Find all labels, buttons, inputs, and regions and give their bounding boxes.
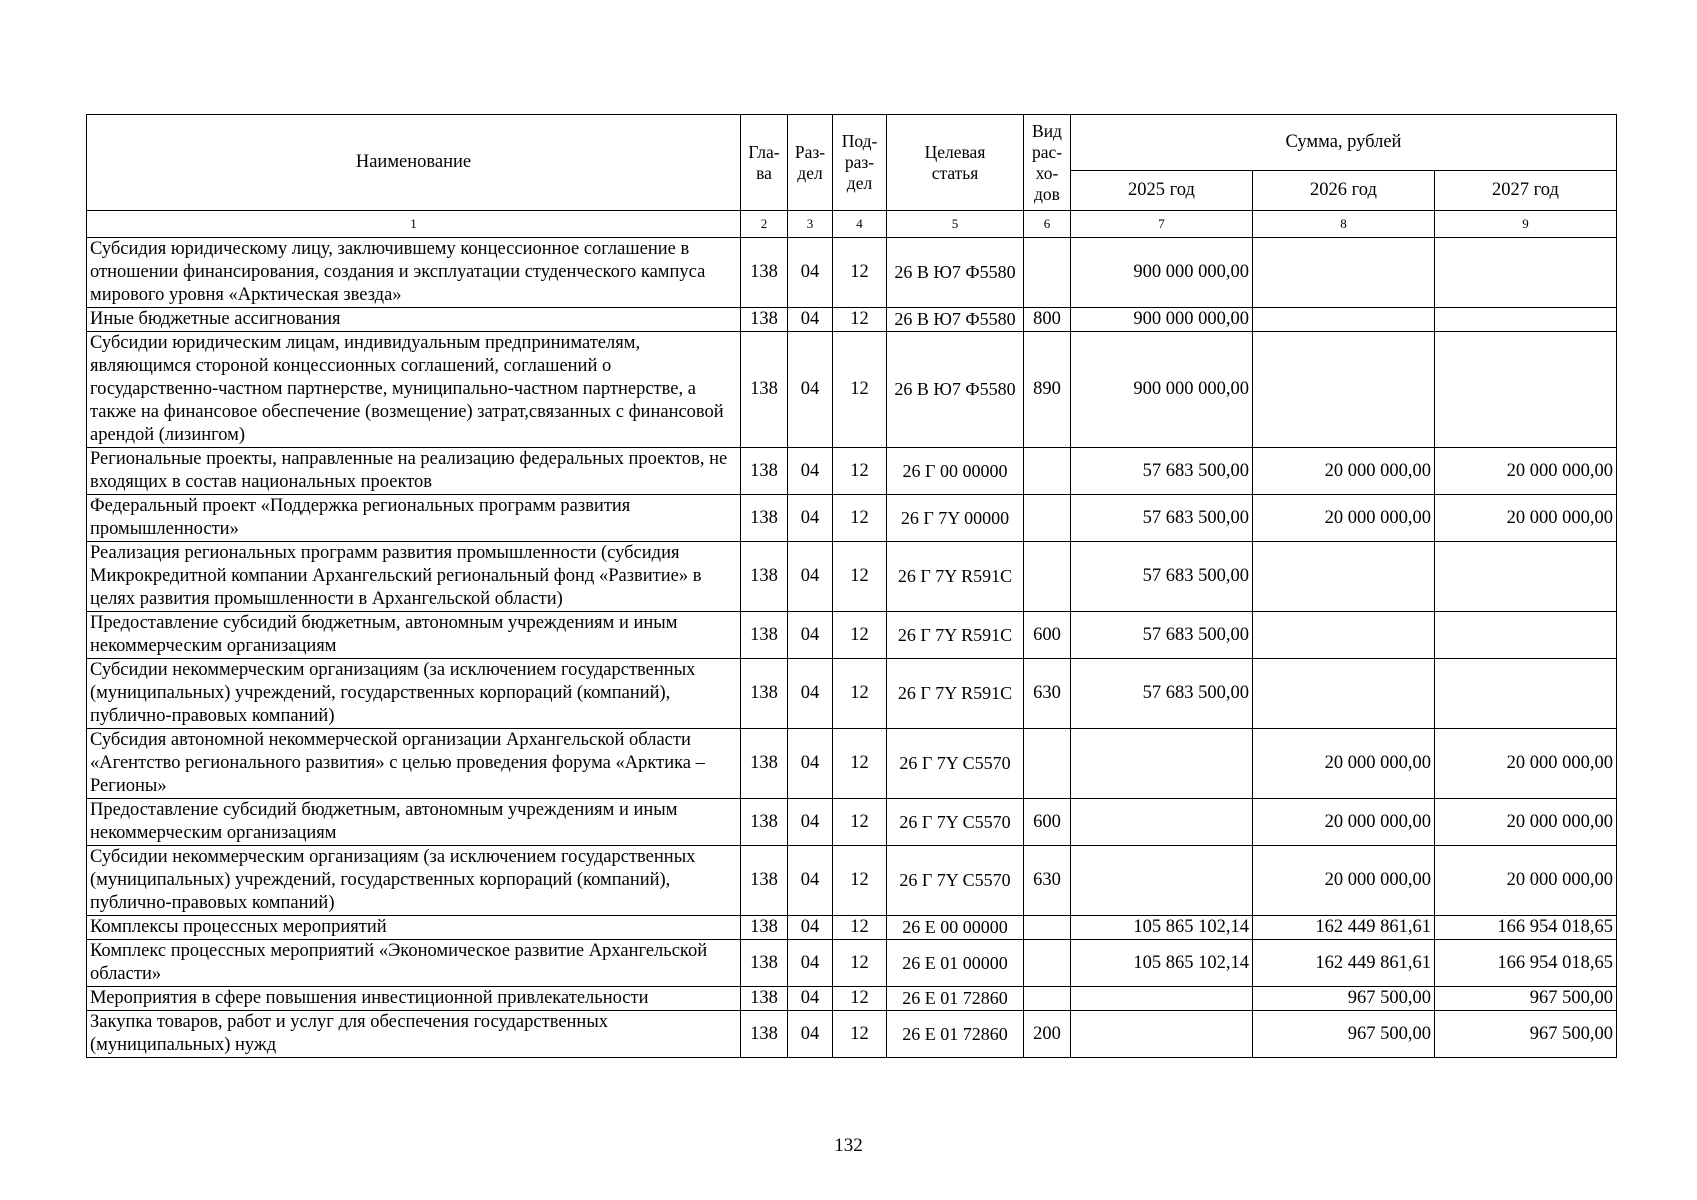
row-glava: 138 [741,332,788,448]
row-glava: 138 [741,308,788,332]
table-row [87,542,1617,612]
row-amount-2026: 967 500,00 [1253,1011,1435,1058]
row-amount-2027: 967 500,00 [1435,1011,1617,1058]
row-vid [1024,448,1071,495]
row-target: 26 В Ю7 Ф5580 [887,308,1024,332]
row-vid: 200 [1024,1011,1071,1058]
row-razdel: 04 [788,799,833,846]
column-number: 7 [1071,211,1253,238]
row-name: Федеральный проект «Поддержка региональных программ развития промышленности» [87,495,741,542]
row-amount-2025 [1071,987,1253,1011]
row-amount-2025: 57 683 500,00 [1071,495,1253,542]
row-podrazdel: 12 [833,799,887,846]
row-target: 26 Е 01 72860 [887,1011,1024,1058]
table-row [87,495,1617,542]
row-podrazdel: 12 [833,916,887,940]
row-vid [1024,729,1071,799]
row-amount-2026 [1253,542,1435,612]
row-name: Комплекс процессных мероприятий «Экономическое развитие Архангельской области» [87,940,741,987]
column-number: 9 [1435,211,1617,238]
row-razdel: 04 [788,612,833,659]
row-glava: 138 [741,799,788,846]
row-amount-2027: 20 000 000,00 [1435,495,1617,542]
row-name: Субсидии некоммерческим организациям (за исключением государственных (муниципальных) учреждений, государственных корпораций (компаний), публично-правовых компаний) [87,846,741,916]
row-vid [1024,495,1071,542]
header-glava-text: Гла- ва [748,141,780,183]
table-row [87,987,1617,1011]
table-row [87,940,1617,987]
row-podrazdel: 12 [833,238,887,308]
row-name: Комплексы процессных мероприятий [87,916,741,940]
header-year-2027: 2027 год [1435,171,1617,211]
header-podrazdel [833,115,887,211]
row-amount-2025: 900 000 000,00 [1071,308,1253,332]
row-razdel: 04 [788,916,833,940]
row-glava: 138 [741,238,788,308]
row-name: Субсидия юридическому лицу, заключившему концессионное соглашение в отношении финансирования, создания и эксплуатации студенческого кампуса мирового уровня «Арктическая звезда» [87,238,741,308]
row-razdel: 04 [788,495,833,542]
table-row [87,659,1617,729]
table-row [87,448,1617,495]
table-row [87,332,1617,448]
row-podrazdel: 12 [833,1011,887,1058]
column-numbers-row [87,211,1617,238]
header-vid-text: Вид рас- хо- дов [1031,120,1063,204]
table-row [87,1011,1617,1058]
row-amount-2027 [1435,308,1617,332]
row-amount-2025: 57 683 500,00 [1071,542,1253,612]
row-target: 26 В Ю7 Ф5580 [887,238,1024,308]
row-amount-2025 [1071,729,1253,799]
row-amount-2027: 166 954 018,65 [1435,940,1617,987]
row-vid [1024,940,1071,987]
row-amount-2026 [1253,332,1435,448]
page-number: 132 [834,1135,863,1156]
row-target: 26 Г 7Y R591C [887,659,1024,729]
header-razdel-text: Раз- дел [794,141,826,183]
row-podrazdel: 12 [833,940,887,987]
row-vid [1024,916,1071,940]
table-row [87,846,1617,916]
header-name: Наименование [87,115,741,211]
row-glava: 138 [741,659,788,729]
row-amount-2026 [1253,308,1435,332]
row-podrazdel: 12 [833,987,887,1011]
row-glava: 138 [741,495,788,542]
row-vid: 630 [1024,846,1071,916]
header-vid [1024,115,1071,211]
row-vid: 630 [1024,659,1071,729]
row-target: 26 Г 7Y C5570 [887,846,1024,916]
row-podrazdel: 12 [833,448,887,495]
row-amount-2026 [1253,238,1435,308]
budget-table [86,114,1617,1058]
row-podrazdel: 12 [833,612,887,659]
row-amount-2025: 57 683 500,00 [1071,612,1253,659]
row-name: Предоставление субсидий бюджетным, автономным учреждениям и иным некоммерческим организациям [87,799,741,846]
row-target: 26 Г 7Y R591C [887,612,1024,659]
row-glava: 138 [741,916,788,940]
row-razdel: 04 [788,308,833,332]
row-podrazdel: 12 [833,542,887,612]
table-row [87,729,1617,799]
row-amount-2025 [1071,799,1253,846]
row-razdel: 04 [788,729,833,799]
row-podrazdel: 12 [833,846,887,916]
row-name: Субсидия автономной некоммерческой организации Архангельской области «Агентство регионального развития» с целью проведения форума «Арктика – Регионы» [87,729,741,799]
row-razdel: 04 [788,448,833,495]
row-glava: 138 [741,542,788,612]
row-amount-2027: 967 500,00 [1435,987,1617,1011]
row-name: Предоставление субсидий бюджетным, автономным учреждениям и иным некоммерческим организациям [87,612,741,659]
row-glava: 138 [741,987,788,1011]
row-name: Иные бюджетные ассигнования [87,308,741,332]
row-amount-2027: 20 000 000,00 [1435,799,1617,846]
row-podrazdel: 12 [833,495,887,542]
row-target: 26 В Ю7 Ф5580 [887,332,1024,448]
row-amount-2025: 57 683 500,00 [1071,659,1253,729]
row-amount-2027 [1435,612,1617,659]
header-podrazdel-text: Под- раз- дел [841,131,878,193]
row-amount-2026: 20 000 000,00 [1253,729,1435,799]
row-razdel: 04 [788,846,833,916]
row-amount-2027 [1435,332,1617,448]
row-glava: 138 [741,612,788,659]
row-target: 26 Г 7Y C5570 [887,799,1024,846]
row-amount-2026: 20 000 000,00 [1253,846,1435,916]
row-razdel: 04 [788,238,833,308]
row-target: 26 Г 7Y R591C [887,542,1024,612]
row-glava: 138 [741,1011,788,1058]
header-target [887,115,1024,211]
table-row [87,238,1617,308]
column-number: 3 [788,211,833,238]
row-glava: 138 [741,729,788,799]
row-amount-2027 [1435,542,1617,612]
row-amount-2025: 900 000 000,00 [1071,238,1253,308]
row-amount-2026: 162 449 861,61 [1253,940,1435,987]
row-podrazdel: 12 [833,729,887,799]
row-name: Реализация региональных программ развития промышленности (субсидия Микрокредитной компании Архангельский региональный фонд «Развитие» в целях развития промышленности в Архангельской области) [87,542,741,612]
row-amount-2025 [1071,846,1253,916]
row-amount-2027 [1435,659,1617,729]
header-target-text: Целевая статья [924,141,986,183]
row-name: Субсидии юридическим лицам, индивидуальным предпринимателям, являющимся стороной концессионных соглашений, соглашений о государственно-частном партнерстве, муниципально-частном партнерстве, а также на финансовое обеспечение (возмещение) затрат,связанных с финансовой арендой (лизингом) [87,332,741,448]
row-podrazdel: 12 [833,659,887,729]
row-amount-2025: 105 865 102,14 [1071,940,1253,987]
row-amount-2027: 20 000 000,00 [1435,729,1617,799]
row-amount-2027: 166 954 018,65 [1435,916,1617,940]
row-vid [1024,542,1071,612]
column-number: 1 [87,211,741,238]
header-glava [741,115,788,211]
row-name: Мероприятия в сфере повышения инвестиционной привлекательности [87,987,741,1011]
row-amount-2026: 20 000 000,00 [1253,799,1435,846]
row-razdel: 04 [788,1011,833,1058]
header-year-2025: 2025 год [1071,171,1253,211]
row-amount-2027: 20 000 000,00 [1435,448,1617,495]
header-razdel [788,115,833,211]
header-year-2026: 2026 год [1253,171,1435,211]
row-amount-2026: 20 000 000,00 [1253,495,1435,542]
column-number: 8 [1253,211,1435,238]
row-amount-2025 [1071,1011,1253,1058]
row-vid [1024,987,1071,1011]
row-amount-2026: 20 000 000,00 [1253,448,1435,495]
row-amount-2026 [1253,612,1435,659]
row-vid: 600 [1024,799,1071,846]
row-name: Региональные проекты, направленные на реализацию федеральных проектов, не входящих в состав национальных проектов [87,448,741,495]
row-amount-2026 [1253,659,1435,729]
row-name: Закупка товаров, работ и услуг для обеспечения государственных (муниципальных) нужд [87,1011,741,1058]
column-number: 6 [1024,211,1071,238]
table-row [87,916,1617,940]
header-sum: Сумма, рублей [1071,115,1617,171]
row-razdel: 04 [788,332,833,448]
row-glava: 138 [741,846,788,916]
table-row [87,612,1617,659]
row-vid [1024,238,1071,308]
table-row [87,799,1617,846]
row-podrazdel: 12 [833,332,887,448]
row-razdel: 04 [788,659,833,729]
row-vid: 600 [1024,612,1071,659]
table-row [87,308,1617,332]
row-razdel: 04 [788,987,833,1011]
row-vid: 800 [1024,308,1071,332]
row-name: Субсидии некоммерческим организациям (за исключением государственных (муниципальных) учреждений, государственных корпораций (компаний), публично-правовых компаний) [87,659,741,729]
row-amount-2027 [1435,238,1617,308]
row-amount-2025: 57 683 500,00 [1071,448,1253,495]
row-target: 26 Г 7Y 00000 [887,495,1024,542]
row-target: 26 Г 7Y C5570 [887,729,1024,799]
row-amount-2026: 162 449 861,61 [1253,916,1435,940]
row-amount-2025: 105 865 102,14 [1071,916,1253,940]
column-number: 2 [741,211,788,238]
row-target: 26 Г 00 00000 [887,448,1024,495]
row-vid: 890 [1024,332,1071,448]
row-amount-2025: 900 000 000,00 [1071,332,1253,448]
row-podrazdel: 12 [833,308,887,332]
row-amount-2027: 20 000 000,00 [1435,846,1617,916]
row-target: 26 Е 01 00000 [887,940,1024,987]
row-target: 26 Е 01 72860 [887,987,1024,1011]
column-number: 5 [887,211,1024,238]
row-amount-2026: 967 500,00 [1253,987,1435,1011]
row-razdel: 04 [788,940,833,987]
row-razdel: 04 [788,542,833,612]
row-glava: 138 [741,940,788,987]
row-glava: 138 [741,448,788,495]
column-number: 4 [833,211,887,238]
row-target: 26 Е 00 00000 [887,916,1024,940]
